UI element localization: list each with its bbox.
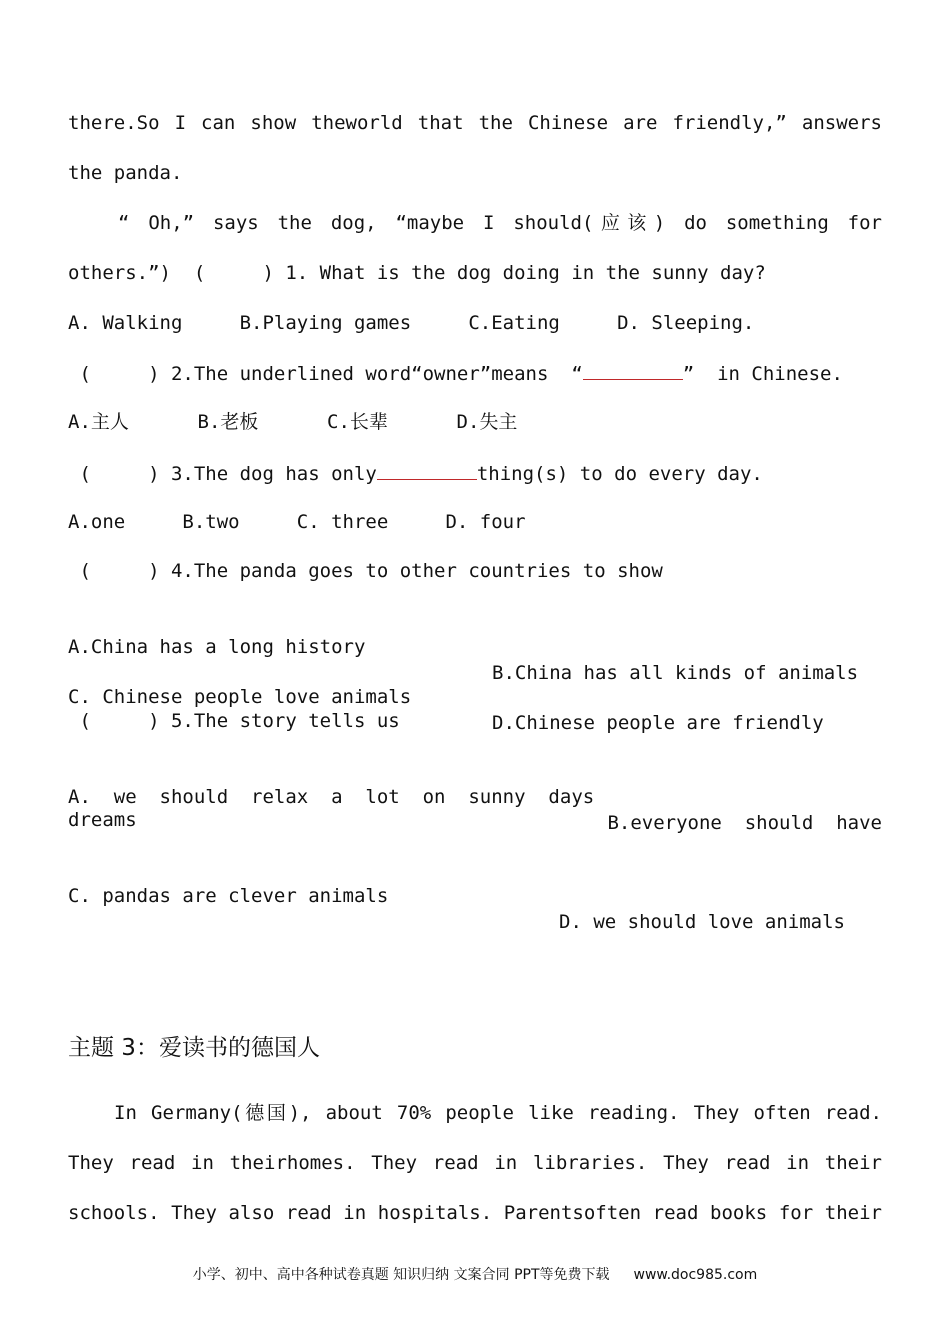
option-c: C. pandas are clever animals	[68, 885, 389, 907]
question-2-text: ( ) 2.The underlined word“owner”means “	[68, 363, 583, 385]
story-line: “ Oh,” says the dog, “maybe I should(应该) do something for	[118, 212, 882, 234]
answer-blank	[377, 459, 477, 480]
paragraph-line: schools. They also read in hospitals. Parentsoften read books for their	[68, 1202, 882, 1224]
footer-link[interactable]: www.doc985.com	[633, 1267, 758, 1283]
question-3-stem	[68, 459, 882, 485]
paragraph-line: They read in theirhomes. They read in libraries. They read in their	[68, 1152, 882, 1174]
question-3-text-end: thing(s) to do every day.	[476, 463, 763, 485]
answer-blank	[583, 359, 683, 380]
story-line: the panda.	[68, 162, 183, 184]
question-4-options-row-1	[68, 608, 882, 684]
option-d: D.Chinese people are friendly	[492, 712, 824, 734]
footer-text: 小学、初中、高中各种试卷真题 知识归纳 文案合同 PPT等免费下载	[192, 1267, 610, 1283]
option-b: B.everyone should have	[607, 812, 882, 834]
option-a: A. we should relax a lot on sunny days	[68, 786, 595, 808]
section-heading: 主题 3：爱读书的德国人	[68, 1035, 320, 1061]
option-b: B.China has all kinds of animals	[492, 662, 859, 684]
question-1-options: A. Walking B.Playing games C.Eating D. Sleeping.	[68, 312, 755, 334]
option-c: C. Chinese people love animals	[68, 686, 412, 708]
question-1-stem: others.”) ( ) 1. What is the dog doing in the sunny day?	[68, 262, 766, 284]
page-footer	[0, 1265, 950, 1285]
question-5-options-row-2	[68, 857, 882, 933]
option-b-continued: dreams	[68, 809, 137, 831]
question-4-stem: ( ) 4.The panda goes to other countries to show	[68, 560, 663, 582]
option-d: D. we should love animals	[559, 911, 845, 933]
question-3-text: ( ) 3.The dog has only	[68, 463, 377, 485]
question-2-options: A.主人 B.老板 C.长辈 D.失主	[68, 411, 518, 433]
question-2-text-end: ” in Chinese.	[682, 363, 843, 385]
story-line: there.So I can show theworld that the Chinese are friendly,” answers	[68, 112, 882, 134]
question-3-options: A.one B.two C. three D. four	[68, 511, 526, 533]
paragraph-line: In Germany(德国), about 70% people like reading. They often read.	[114, 1102, 882, 1124]
option-a: A.China has a long history	[68, 636, 366, 658]
question-5-stem: ( ) 5.The story tells us	[68, 710, 400, 732]
question-2-stem	[68, 359, 882, 385]
